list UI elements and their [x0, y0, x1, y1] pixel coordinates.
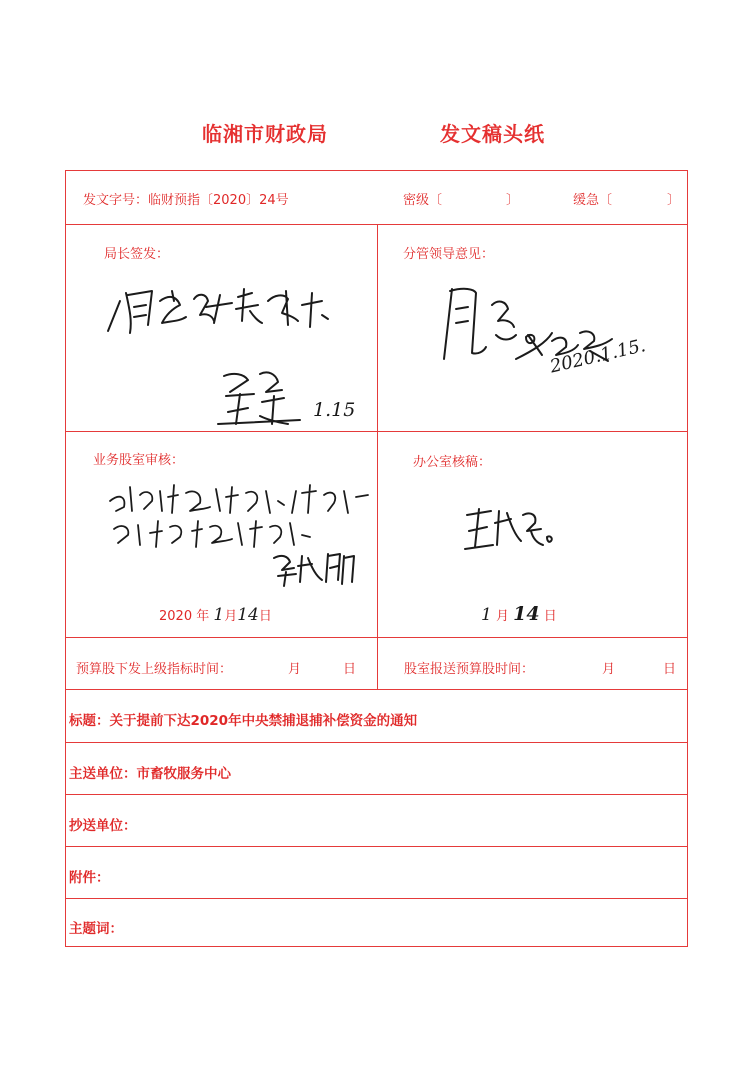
- doc-number-label: 发文字号：: [83, 193, 149, 208]
- business-signature: [268, 546, 358, 588]
- secret-level-label: 密级〔: [403, 193, 443, 208]
- doc-number-value: 临财预指〔2020〕24号: [148, 193, 289, 208]
- business-date-day-value: 14: [237, 605, 259, 625]
- director-sign-label: 局长签发：: [104, 247, 170, 262]
- budget-issue-time-label: 预算股下发上级指标时间：: [76, 662, 233, 677]
- header-doc-type: 发文稿头纸: [440, 122, 545, 146]
- attachment-label: 附件：: [69, 870, 110, 886]
- urgency-close: 〕: [667, 193, 681, 208]
- doc-title-value: 关于提前下达2020年中央禁捕退捕补偿资金的通知: [109, 713, 418, 729]
- office-signature: [461, 501, 556, 553]
- office-date-day-value: 14: [513, 603, 540, 625]
- budget-issue-month-label: 月: [288, 662, 302, 677]
- row-divider: [66, 689, 687, 690]
- business-review-label: 业务股室审核：: [93, 453, 185, 468]
- keywords-label: 主题词：: [69, 921, 123, 937]
- supervisor-sign-date: 2020.1.15.: [548, 335, 648, 378]
- office-review-label: 办公室核稿：: [413, 455, 492, 470]
- cc-label: 抄送单位：: [69, 818, 137, 834]
- draft-form: [65, 170, 688, 947]
- column-divider: [377, 637, 378, 689]
- office-date-month-value: 1: [481, 605, 492, 625]
- director-signature: [214, 366, 304, 431]
- business-comment-line1: [106, 471, 117, 472]
- doc-title-label: 标题：: [69, 713, 110, 729]
- director-sign-date: 1.15: [313, 399, 356, 421]
- doc-number: [83, 189, 289, 208]
- dept-submit-time-label: 股室报送预算股时间：: [404, 662, 535, 677]
- supervisor-opinion-label: 分管领导意见：: [403, 247, 495, 262]
- column-divider: [377, 224, 378, 637]
- business-comment-line2: [76, 511, 88, 512]
- secret-level-close: 〕: [506, 193, 520, 208]
- business-comment-handwriting: [106, 471, 378, 551]
- business-date-month-value: 1: [213, 605, 225, 625]
- budget-issue-day-label: 日: [343, 662, 357, 677]
- office-date: [481, 603, 557, 625]
- dept-submit-day-label: 日: [663, 662, 677, 677]
- urgency-label: 缓急〔: [573, 193, 613, 208]
- recipient-row: [69, 762, 231, 782]
- row-divider: [66, 742, 687, 743]
- office-date-day-label: 日: [543, 609, 557, 624]
- recipient-value: 市畜牧服务中心: [136, 766, 231, 782]
- business-date-month-label: 月: [224, 609, 238, 624]
- dept-submit-month-label: 月: [602, 662, 616, 677]
- business-date: [159, 605, 272, 625]
- business-date-year: 2020 年: [159, 609, 210, 624]
- row-divider: [66, 794, 687, 795]
- doc-title-row: [69, 709, 417, 729]
- business-date-day-label: 日: [258, 609, 272, 624]
- director-comment-text: [102, 283, 106, 284]
- recipient-label: 主送单位：: [69, 766, 137, 782]
- supervisor-comment-text: [438, 291, 441, 292]
- header-org: 临湘市财政局: [202, 122, 328, 146]
- director-comment-handwriting: [102, 271, 342, 339]
- row-divider: [66, 846, 687, 847]
- row-divider: [66, 898, 687, 899]
- office-date-month-label: 月: [495, 609, 509, 624]
